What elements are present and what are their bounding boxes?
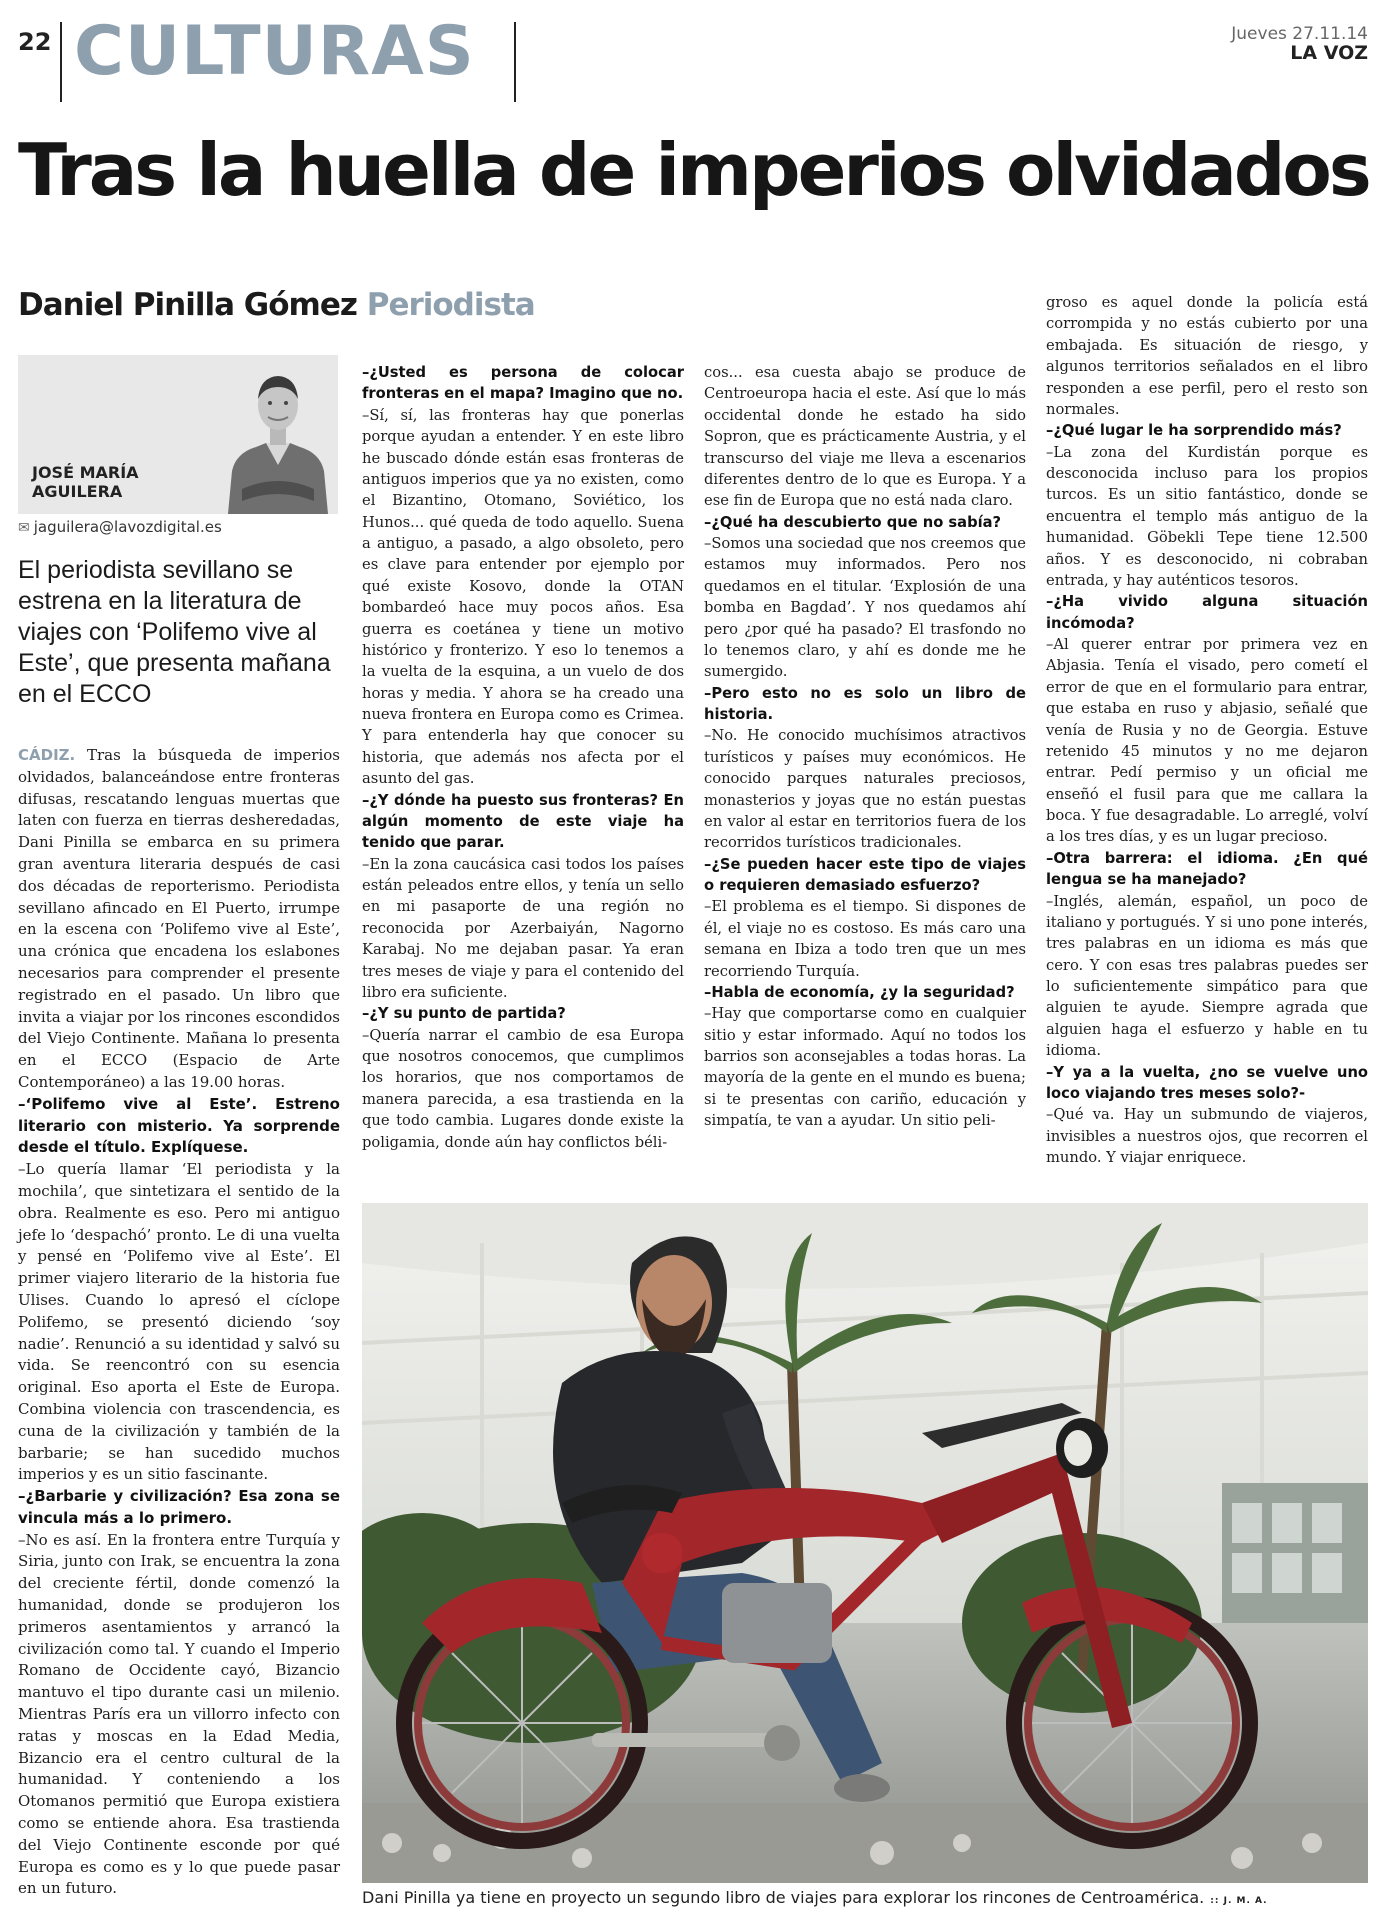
photo-credit: :: J. M. A. (1210, 1896, 1268, 1906)
interview-question: –‘Polifemo vive al Este’. Estreno literario con misterio. Ya sorprende desde el título. Explíquese. (18, 1094, 340, 1157)
interview-answer: –No es así. En la frontera entre Turquía y Siria, junto con Irak, se encuentra la zona del creciente fértil, donde comenzó la humanidad, donde se produjeron los primeros asentamientos y arrancó la civilización como tal. Y cuando el Imperio Romano de Occidente cayó, Bizancio mantuvo el tipo durante casi un milenio. Mientras París era un villorro infecto con ratas y moscas en la Edad Media, Bizancio era el centro cultural de la humanidad. Y conteniendo a los Otomanos permitió que Europa existiera como se entiende ahora. Esa trastienda del Viejo Continente esconde por qué Europa es como es y lo que puede pasar en un futuro. (18, 1530, 340, 1898)
interview-question: –Pero esto no es solo un libro de historia. (704, 684, 1026, 723)
interview-question: –Habla de economía, ¿y la seguridad? (704, 983, 1015, 1001)
interview-answer: –En la zona caucásica casi todos los países están peleados entre ellos, y tenía un sello en mi pasaporte de una región no reconocida por Azerbaiyán, Nagorno Karabaj. No me dejaban pasar. Ya eran tres meses de viaje y para el contenido del libro era suficiente. (362, 855, 684, 1001)
interview-answer: –Quería narrar el cambio de esa Europa que nosotros conocemos, que cumplimos los horarios, que nos comportamos de manera parecida, a esa trastienda en la que todo cambia. Lugares donde existe la poligamia, donde aún hay conflictos béli- (362, 1026, 684, 1151)
interview-answer: –Lo quería llamar ‘El periodista y la mochila’, que sintetizara el sentido de la obra. Realmente es eso. Pero mi antiguo jefe lo ‘despachó’ pronto. Le di una vuelta y pensé en ‘Polifemo vive al Este’. El primer viajero literario de la historia fue Ulises. Cuando lo apresó el cíclope Polifemo, se presentó diciendo ‘soy nadie’. Renunció a su identidad y salvó su vida. Se reencontró con su esencia original. Eso aporta el Este de Europa. Combina violencia con trascendencia, es cuna de la civilización y también de la barbarie; se han sucedido muchos imperios y es un sitio fascinante. (18, 1160, 340, 1484)
interview-question: –¿Se pueden hacer este tipo de viajes o requieren demasiado esfuerzo? (704, 855, 1026, 894)
interview-question: –¿Barbarie y civilización? Esa zona se vincula más a lo primero. (18, 1487, 340, 1527)
page-header (0, 0, 1386, 110)
author-name: JOSÉ MARÍA AGUILERA (32, 463, 139, 501)
page-number: 22 (18, 28, 52, 56)
interview-question: –Y ya a la vuelta, ¿no se vuelve uno loco viajando tres meses solo?- (1046, 1063, 1368, 1102)
header-divider-right (514, 22, 516, 102)
interview-answer: –Hay que comportarse como en cualquier sitio y estar informado. Aquí no todos los barrios son aconsejables a todas horas. La mayoría de la gente en el mundo es buena; si te presentas con cariño, educación y simpatía, te van a ayudar. Un sitio peli- (704, 1005, 1026, 1130)
interview-question: –¿Qué ha descubierto que no sabía? (704, 513, 1002, 531)
newspaper-name: LA VOZ (1290, 42, 1368, 64)
motorbike-photo (362, 1203, 1368, 1883)
interview-question: –¿Y dónde ha puesto sus fronteras? En algún momento de este viaje ha tenido que parar. (362, 791, 684, 852)
interview-answer: –Qué va. Hay un submundo de viajeros, invisibles a nuestros ojos, que recorren el mundo. Y viajar enriquece. (1046, 1106, 1368, 1166)
dateline: CÁDIZ. (18, 746, 76, 764)
interview-question: –Otra barrera: el idioma. ¿En qué lengua se ha manejado? (1046, 849, 1368, 889)
lead-paragraph (18, 745, 340, 1094)
byline-role: Periodista (366, 287, 535, 323)
interview-answer: –No. He conocido muchísimos atractivos turísticos y países muy económicos. He conocido parques naturales preciosos, monasterios y joyas que no están puestas en valor al estar en territorios fuera de los recorridos turísticos tradicionales. (704, 727, 1026, 852)
article-photo (362, 1203, 1368, 1883)
interview-answer: groso es aquel donde la policía está corrompida y no estás cubierto por una embajada. Es situación de riesgo, y algunos territorios señalados en el libro responden a ese perfil, pero el resto son normales. (1046, 294, 1368, 418)
interview-answer: cos... esa cuesta abajo se produce de Centroeuropa hacia el este. Así que lo más occidental donde he estado ha sido Sopron, que es prácticamente Austria, y el transcurso del viaje me lleva a escenarios diferentes dentro de lo que es Europa. Y a ese fin de Europa que no está nada claro. (704, 364, 1026, 510)
interview-question: –¿Qué lugar le ha sorprendido más? (1046, 422, 1342, 440)
byline-name: Daniel Pinilla Gómez (18, 287, 357, 323)
interview-answer: –Somos una sociedad que nos creemos que estamos muy informados. Pero nos quedamos en el titular. ‘Explosión de una bomba en Bagdad’. Y nos quedamos ahí pero ¿por qué ha pasado? El trasfondo no lo tenemos claro, y ahí es donde me he sumergido. (704, 535, 1026, 681)
lead-text: Tras la búsqueda de imperios olvidados, balanceándose entre fronteras difusas, rescatando lenguas muertas que laten con fuerza en tierras desheredadas, Dani Pinilla se embarca en su primera gran aventura literaria después de casi dos décadas de reporterismo. Periodista sevillano afincado en El Puerto, irrumpe en la escena con ‘Polifemo vive al Este’, una crónica que encadena los eslabones necesarios para comprender el presente registrado en el pasado. Un libro que invita a viajar por los rincones escondidos del Viejo Continente. Mañana lo presenta en el ECCO (Espacio de Arte Contemporáneo) a las 19.00 horas. (18, 746, 340, 1091)
article-deck: El periodista sevillano se estrena en la literatura de viajes con ‘Polifemo vive al Este’, que presenta mañana en el ECCO (18, 556, 331, 708)
interview-answer: –El problema es el tiempo. Si dispones de él, el viaje no es costoso. Es más caro una semana en Ibiza a todo tren que un mes recorriendo Turquía. (704, 898, 1026, 980)
article-column-1 (18, 745, 340, 1900)
author-box (18, 355, 338, 514)
byline (18, 287, 535, 323)
headline: Tras la huella de imperios olvidados (18, 128, 1369, 212)
issue-date: Jueves 27.11.14 (1231, 24, 1368, 44)
interview-question: –¿Ha vivido alguna situación incómoda? (1046, 593, 1368, 632)
interview-question: –¿Usted es persona de colocar fronteras en el mapa? Imagino que no. (362, 364, 684, 403)
author-portrait (222, 361, 334, 514)
section-title: CULTURAS (74, 12, 475, 91)
caption-text: Dani Pinilla ya tiene en proyecto un segundo libro de viajes para explorar los rincones de Centroamérica. (362, 1888, 1205, 1907)
interview-answer: –Inglés, alemán, español, un poco de italiano y portugués. Y si uno pone interés, tres palabras en un idioma es más que cero. Y con esas tres palabras puedes ser lo suficientemente simpático para que alguien te ayude. Siempre agrada que alguien haga el esfuerzo y hable en tu idioma. (1046, 892, 1368, 1060)
article-column-3 (704, 362, 1026, 1132)
interview-answer: –La zona del Kurdistán porque es desconocida incluso para los propios turcos. Es un sitio fantástico, donde se encuentra el templo más antiguo de la humanidad. Göbekli Tepe tiene 12.500 años. Y es desconocido, ni cobraban entrada, y hay auténticos tesoros. (1046, 443, 1368, 589)
interview-answer: –Sí, sí, las fronteras hay que ponerlas porque ayudan a entender. Y en este libro he buscado dónde están esas fronteras de antiguos imperios que ya no existen, como el Bizantino, Otomano, Soviético, los Hunos... qué queda de todo aquello. Suena a antiguo, a pasado, a algo obsoleto, pero es clave para entender por ejemplo por qué existe Kosovo, donde la OTAN bombardeó hace muy pocos años. Esa guerra es coetánea y tiene un motivo histórico y fronterizo. Y eso lo tenemos a la vuelta de la esquina, a un vuelo de dos horas y media. Y ahora se ha creado una nueva frontera en Europa como es Crimea. Y para entenderla hay que conocer su historia, que además nos afecta por el asunto del gas. (362, 406, 684, 788)
interview-question: –¿Y su punto de partida? (362, 1005, 566, 1023)
header-divider-left (60, 22, 62, 102)
interview-answer: –Al querer entrar por primera vez en Abjasia. Tenía el visado, pero cometí el error de que en el formulario para entrar, que estaba en ruso y abjasio, señalé que venía de Rusia y no de Georgia. Estuve retenido 45 minutos y no me dejaron entrar. Pedí permiso y un oficial me enseñó el fusil para que me callara la boca. Y fue desagradable. Lo arreglé, volví a los tres días, y es un lugar precioso. (1046, 636, 1368, 846)
author-email[interactable]: ✉ jaguilera@lavozdigital.es (18, 518, 222, 536)
photo-caption (362, 1888, 1368, 1907)
article-column-4 (1046, 292, 1368, 1168)
envelope-icon: ✉ (18, 520, 30, 536)
article-column-2 (362, 362, 684, 1153)
